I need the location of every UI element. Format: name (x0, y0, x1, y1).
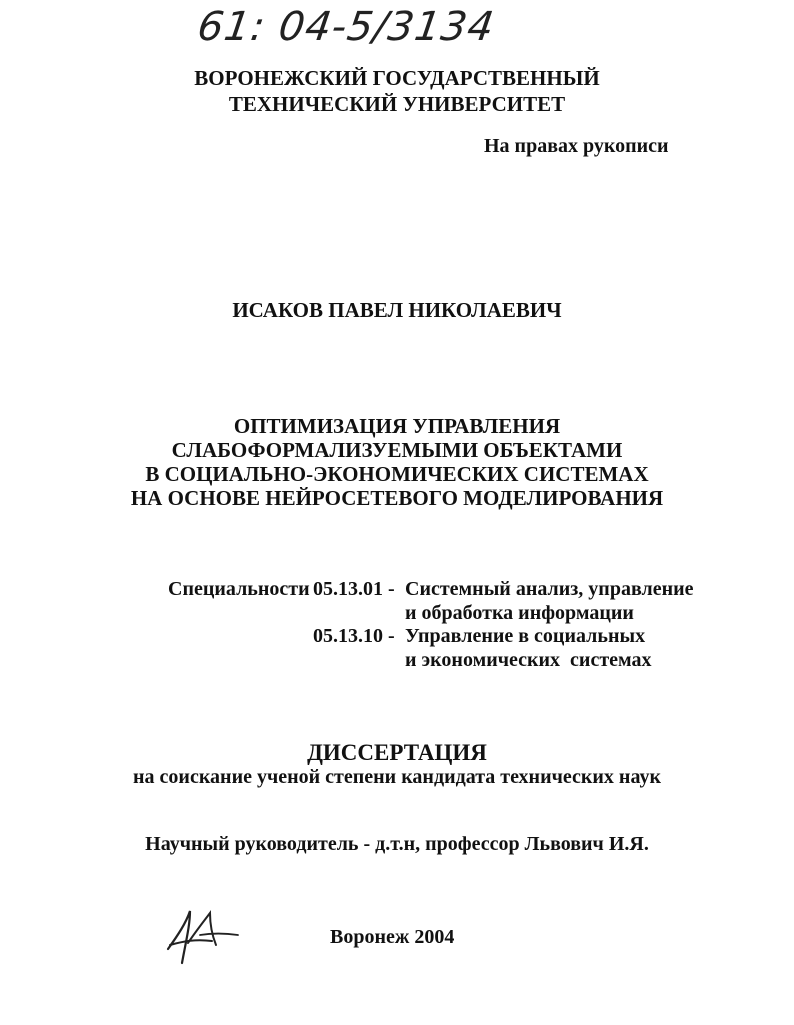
title-line-2: СЛАБОФОРМАЛИЗУЕМЫМИ ОБЪЕКТАМИ (171, 438, 623, 462)
specialty-name-1-line2: и обработка информации (405, 602, 634, 624)
dissertation-heading: ДИССЕРТАЦИЯ (307, 740, 487, 765)
specialty-name-2-line2: и экономических системах (405, 649, 652, 671)
specialty-code-2: 05.13.10 - (313, 625, 395, 647)
archive-code: 61: 04-5/3134 (194, 4, 498, 50)
scientific-advisor: Научный руководитель - д.т.н, профессор Львович И.Я. (145, 833, 649, 855)
author-name: ИСАКОВ ПАВЕЛ НИКОЛАЕВИЧ (232, 298, 562, 322)
dissertation-subheading: на соискание ученой степени кандидата технических наук (133, 766, 661, 788)
rights-note: На правах рукописи (484, 135, 669, 157)
handwritten-signature (160, 905, 250, 969)
title-line-1: ОПТИМИЗАЦИЯ УПРАВЛЕНИЯ (233, 414, 561, 438)
title-line-3: В СОЦИАЛЬНО-ЭКОНОМИЧЕСКИХ СИСТЕМАХ (145, 462, 649, 486)
title-line-4: НА ОСНОВЕ НЕЙРОСЕТЕВОГО МОДЕЛИРОВАНИЯ (130, 486, 664, 510)
specialty-code-1: 05.13.01 - (313, 578, 395, 600)
university-name-line2: ТЕХНИЧЕСКИЙ УНИВЕРСИТЕТ (228, 92, 566, 116)
university-name-line1: ВОРОНЕЖСКИЙ ГОСУДАРСТВЕННЫЙ (194, 66, 600, 90)
specialty-name-2-line1: Управление в социальных (405, 625, 646, 647)
specialties-label: Специальности (168, 578, 310, 600)
city-and-year: Воронеж 2004 (330, 926, 455, 948)
specialty-name-1-line1: Системный анализ, управление (405, 578, 694, 600)
